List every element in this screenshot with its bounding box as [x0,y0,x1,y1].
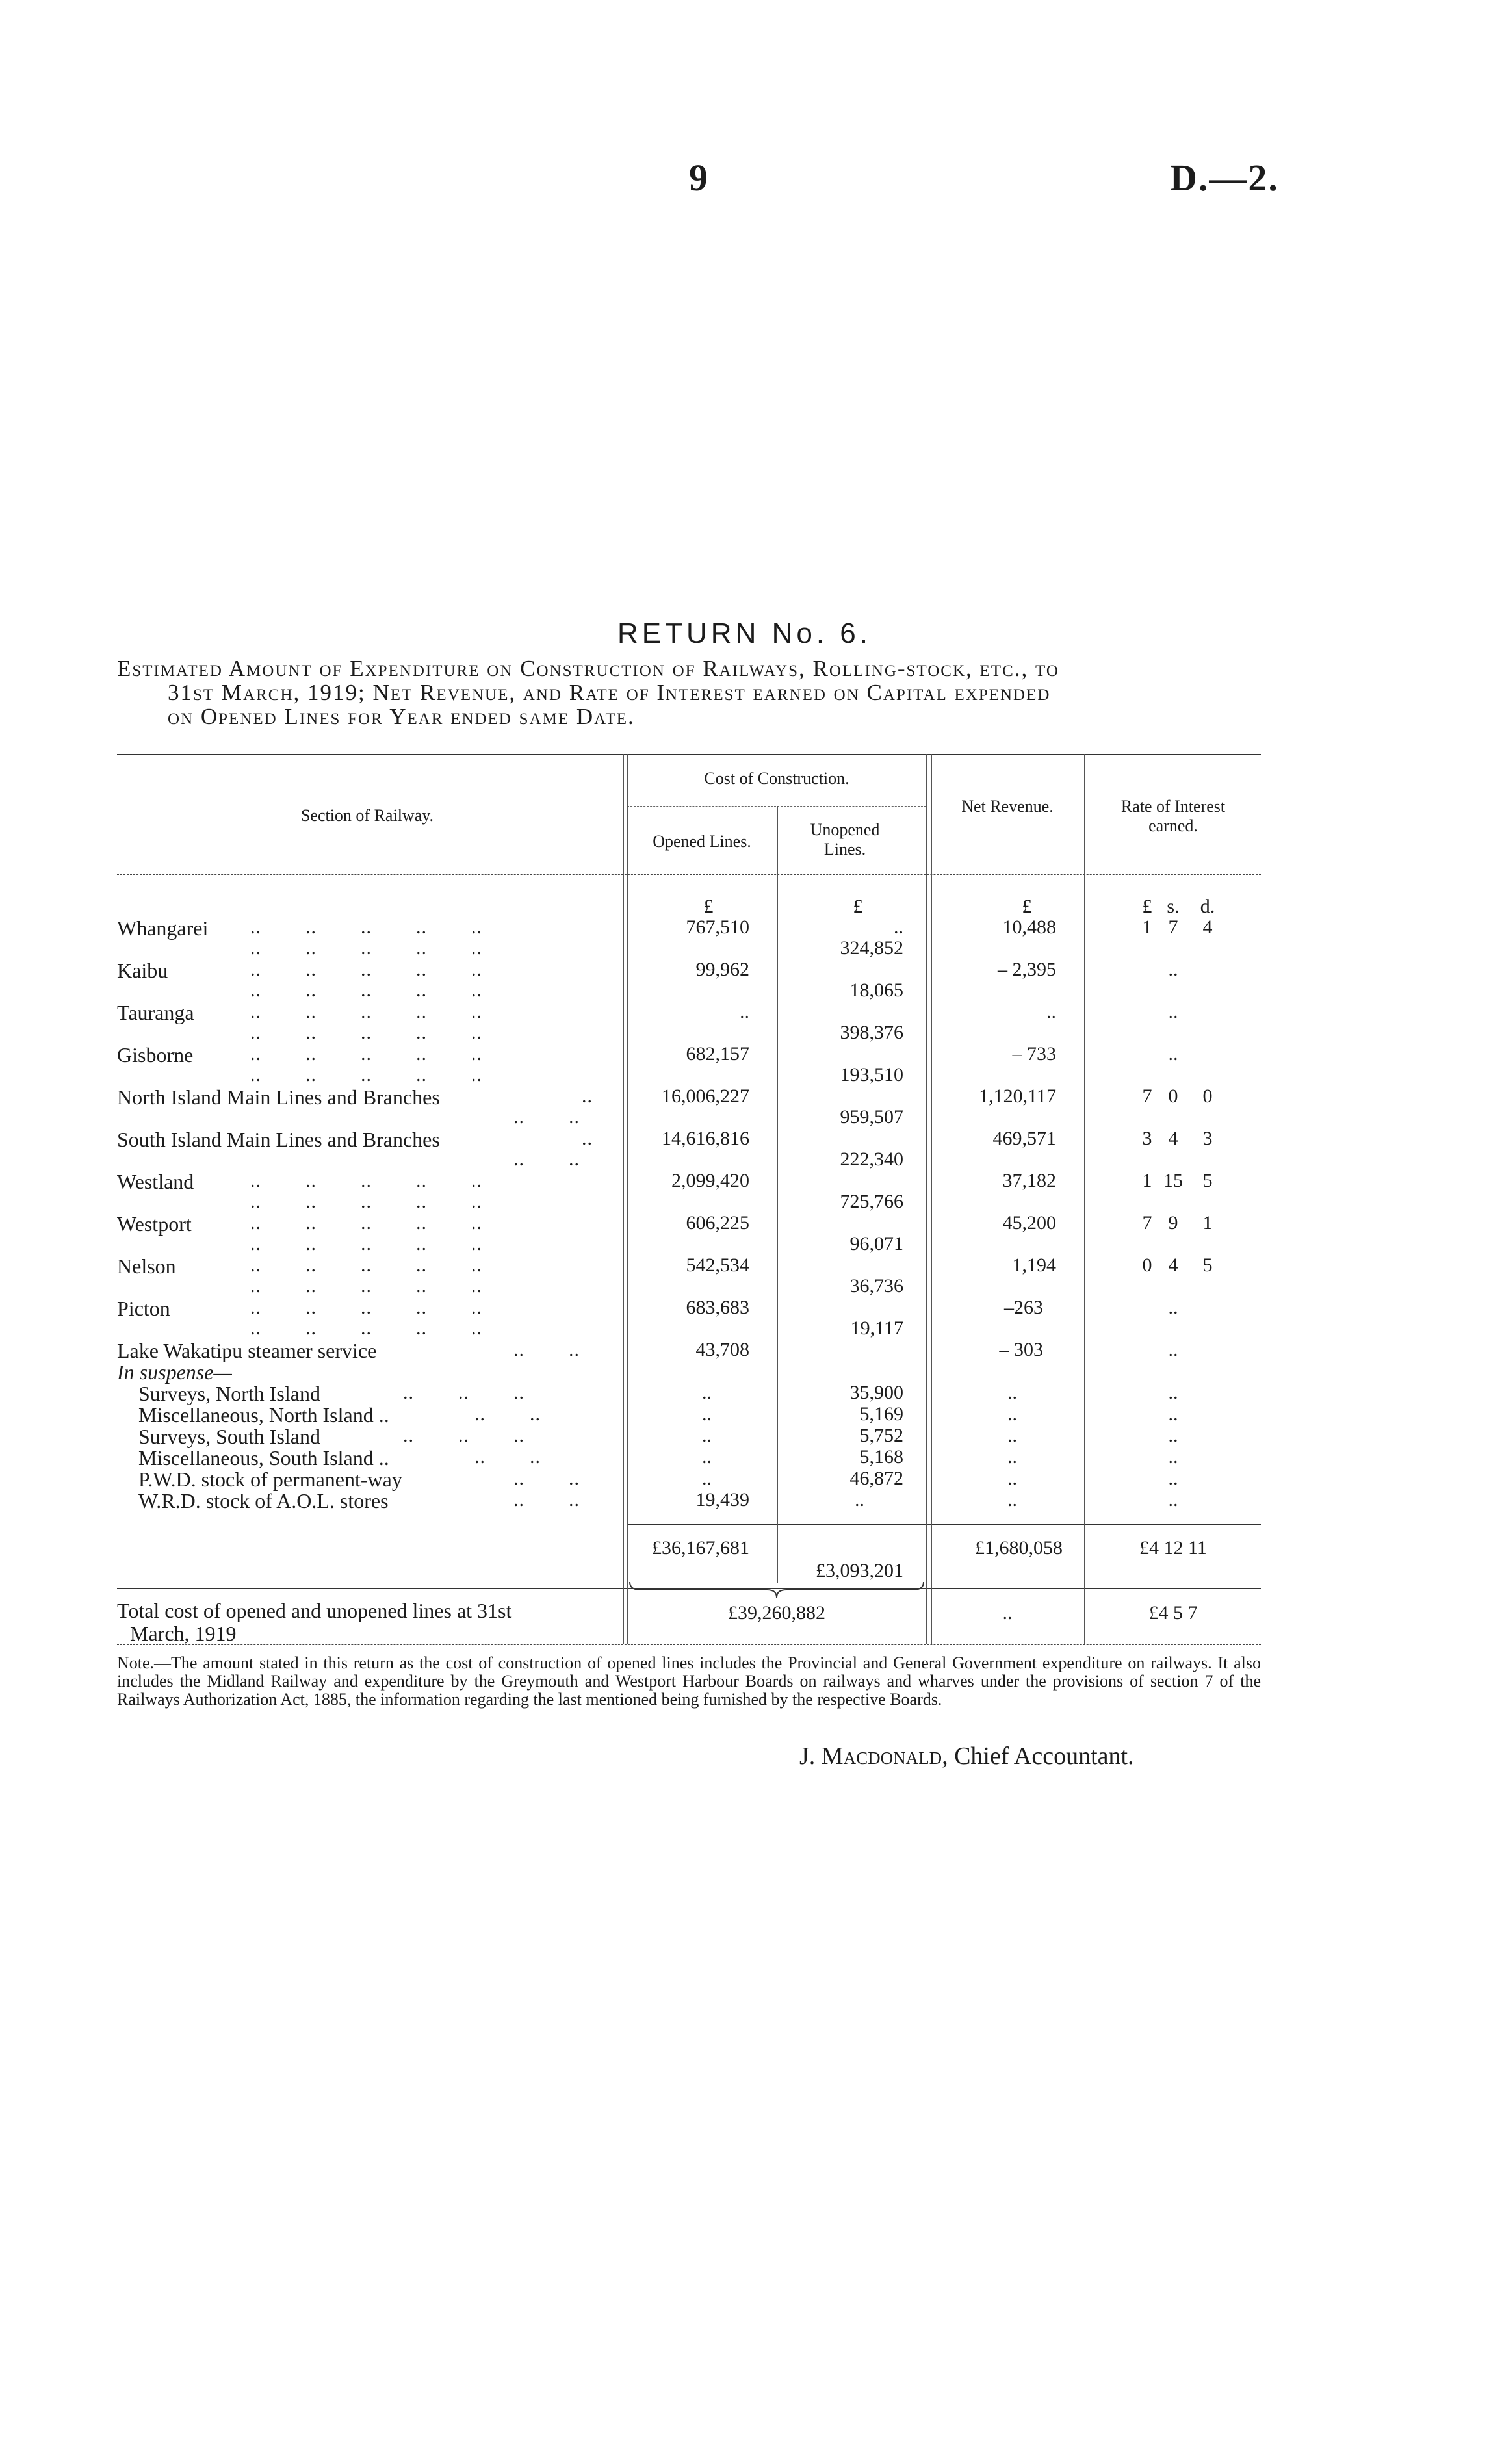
suspense-row-rate: .. [1168,1489,1178,1511]
suspense-row-label: Miscellaneous, South Island .. [138,1446,389,1470]
row-net: 10,488 [1002,916,1056,938]
row-net: 469,571 [992,1128,1056,1149]
col-divider-section [623,754,624,1644]
dot-leader: .. .. .. .. .. [250,1297,482,1318]
heading-line-2: 31st March, 1919; Net Revenue, and Rate of Interest earned on Capital expended [168,680,1051,705]
row-label: Westland [117,1170,194,1193]
row-net: –263 [1004,1297,1043,1318]
dot-leader: .. .. [513,1106,580,1128]
subtotal-unopened: £3,093,201 [816,1560,903,1581]
dot-leader: .. .. .. [403,1425,524,1446]
row-rate-pence: 5 [1202,1170,1213,1191]
suspense-row-opened: .. [702,1403,712,1425]
row-rate-pounds: 7 [1142,1212,1152,1234]
row-unopened: 959,507 [840,1106,903,1128]
dot-leader: .. .. [513,1468,580,1489]
suspense-row-net: .. [1007,1446,1017,1468]
header-opened: Opened Lines. [653,832,751,851]
row-net: – 2,395 [998,959,1056,980]
row-label: Whangarei [117,916,209,940]
total-label: Total cost of opened and unopened lines at 31st [117,1599,512,1622]
row-opened: .. [740,1001,749,1022]
suspense-row-opened: .. [702,1425,712,1446]
dot-leader: .. [582,1128,593,1149]
row-label: North Island Main Lines and Branches [117,1085,440,1109]
total-rate: £4 5 7 [1148,1602,1198,1624]
col-divider-cost [926,754,927,1644]
suspense-row-net: .. [1007,1489,1017,1511]
row-rate-shillings: .. [1168,1339,1178,1360]
row-rate-shillings: 0 [1168,1085,1178,1107]
suspense-row-unopened: 46,872 [849,1468,903,1489]
header-cost: Cost of Construction. [704,769,849,788]
row-rate-pounds: 3 [1142,1128,1152,1149]
signature-name: J. Macdonald [799,1743,942,1770]
row-opened: 99,962 [695,959,749,980]
suspense-row-label: Surveys, North Island [138,1382,320,1405]
dot-leader: .. .. [513,1489,580,1511]
dot-leader: .. .. .. .. .. [250,1170,482,1191]
dot-leader: .. .. .. .. .. [250,1212,482,1234]
dot-leader: .. .. .. .. .. [250,937,482,959]
row-net: – 303 [999,1339,1043,1360]
unit-opened: £ [703,896,714,917]
row-net: 1,120,117 [979,1085,1056,1107]
dot-leader: .. .. .. [403,1382,524,1403]
col-divider-cost-double [931,754,932,1644]
row-unopened: 324,852 [840,937,903,959]
dot-leader: .. .. .. .. .. [250,916,482,938]
row-rate-shillings: .. [1168,1297,1178,1318]
col-divider-section-double [627,754,628,1644]
footnote: Note.—The amount stated in this return as the cost of construction of opened lines includes the Provincial and General Government expenditure on railways. It also includes the Midland Railway and expenditure by the Greymouth and Westport Harbour Boards on railways and wharves under the provisions of section 7 of the Railways Authorization Act, 1885, the information regarding the last mentioned being furnished by the respective Boards. [117,1653,1261,1709]
suspense-row-unopened: .. [855,1489,864,1511]
row-unopened: 398,376 [840,1022,903,1043]
suspense-row-label: Miscellaneous, North Island .. [138,1403,389,1427]
row-net: – 733 [1012,1043,1056,1065]
signature-title: , Chief Accountant. [942,1743,1134,1770]
suspense-row-unopened: 5,168 [859,1446,903,1468]
suspense-row-opened: .. [702,1446,712,1468]
row-opened: 2,099,420 [671,1170,749,1191]
suspense-row-rate: .. [1168,1403,1178,1425]
unit-net: £ [1022,896,1032,917]
unit-shillings: s. [1167,896,1180,917]
suspense-row-opened: .. [702,1382,712,1403]
heading-line-3: on Opened Lines for Year ended same Date. [168,704,635,729]
dot-leader: .. .. .. .. .. [250,1001,482,1022]
row-label: Kaibu [117,959,168,982]
suspense-row-unopened: 5,752 [859,1425,903,1446]
suspense-row-opened: .. [702,1468,712,1489]
row-net: 45,200 [1002,1212,1056,1234]
table-bottom-rule [117,1644,1261,1645]
row-net: 37,182 [1002,1170,1056,1191]
row-rate-shillings: 15 [1163,1170,1183,1191]
suspense-row-opened: 19,439 [695,1489,749,1511]
row-unopened: 18,065 [849,979,903,1001]
row-net: .. [1046,1001,1056,1022]
row-rate-shillings: .. [1168,1043,1178,1065]
suspense-row-rate: .. [1168,1382,1178,1403]
return-heading [117,656,1267,729]
row-opened: 767,510 [686,916,749,938]
row-opened: 542,534 [686,1254,749,1276]
cost-total-bracket [627,1581,926,1600]
suspense-row-rate: .. [1168,1468,1178,1489]
col-divider-opened [777,806,778,1583]
row-opened: 43,708 [695,1339,749,1360]
row-label: Lake Wakatipu steamer service [117,1339,377,1362]
row-label: Westport [117,1212,192,1236]
row-unopened: 96,071 [849,1233,903,1254]
suspense-label: In suspense— [117,1360,232,1384]
table-top-rule [117,754,1261,755]
suspense-row-unopened: 5,169 [859,1403,903,1425]
row-label: South Island Main Lines and Branches [117,1128,440,1151]
row-rate-pounds: 1 [1142,1170,1152,1191]
dot-leader: .. .. .. .. .. [250,1043,482,1065]
heading-line-1: Estimated Amount of Expenditure on Construction of Railways, Rolling-stock, etc., to [117,656,1059,681]
row-net: 1,194 [1012,1254,1056,1276]
header-section: Section of Railway. [300,806,434,825]
suspense-row-label: W.R.D. stock of A.O.L. stores [138,1489,389,1512]
suspense-row-rate: .. [1168,1425,1178,1446]
row-rate-pounds: 0 [1142,1254,1152,1276]
row-rate-pence: 5 [1202,1254,1213,1276]
dot-leader: .. .. .. .. .. [250,1254,482,1276]
row-unopened: 725,766 [840,1191,903,1212]
dot-leader: .. .. [513,1339,580,1360]
total-cost: £39,260,882 [728,1602,825,1624]
row-unopened: .. [894,916,903,938]
row-rate-shillings: 4 [1168,1254,1178,1276]
row-unopened: 193,510 [840,1064,903,1085]
page-number: 9 [689,157,708,199]
dot-leader: .. .. .. .. .. [250,979,482,1001]
subtotal-opened: £36,167,681 [652,1537,749,1559]
header-net: Net Revenue. [961,797,1054,816]
row-rate-pounds: 1 [1142,916,1152,938]
suspense-row-net: .. [1007,1425,1017,1446]
dot-leader: .. .. .. .. .. [250,1064,482,1085]
row-label: Tauranga [117,1001,194,1024]
row-rate-pence: 4 [1202,916,1213,938]
row-rate-shillings: 9 [1168,1212,1178,1234]
row-rate-shillings: .. [1168,1001,1178,1022]
row-opened: 16,006,227 [662,1085,749,1107]
row-label: Picton [117,1297,170,1320]
suspense-row-net: .. [1007,1382,1017,1403]
row-rate-pence: 1 [1202,1212,1213,1234]
suspense-row-net: .. [1007,1403,1017,1425]
row-opened: 683,683 [686,1297,749,1318]
total-net: .. [1002,1602,1013,1624]
suspense-row-net: .. [1007,1468,1017,1489]
unit-pounds: £ [1142,896,1152,917]
unit-unopened: £ [853,896,863,917]
suspense-row-rate: .. [1168,1446,1178,1468]
suspense-row-label: P.W.D. stock of permanent-way [138,1468,402,1491]
row-opened: 14,616,816 [662,1128,749,1149]
header-bottom-rule [117,874,1261,875]
col-divider-net [1084,754,1085,1644]
row-rate-shillings: 4 [1168,1128,1178,1149]
dot-leader: .. .. [513,1148,580,1170]
row-unopened: 222,340 [840,1148,903,1170]
row-rate-pounds: 7 [1142,1085,1152,1107]
document-id: D.—2. [1170,157,1279,199]
row-rate-shillings: .. [1168,959,1178,980]
row-unopened: 36,736 [849,1275,903,1297]
dot-leader: .. .. [474,1446,541,1468]
signature [799,1742,1134,1770]
row-opened: 682,157 [686,1043,749,1065]
subtotal-net: £1,680,058 [975,1537,1063,1559]
dot-leader: .. .. .. .. .. [250,959,482,980]
total-label-line2: March, 1919 [130,1622,237,1645]
subtotal-rate: £4 12 11 [1139,1537,1207,1559]
row-unopened: 19,117 [850,1317,903,1339]
row-rate-shillings: 7 [1168,916,1178,938]
row-rate-pence: 0 [1202,1085,1213,1107]
dot-leader: .. .. .. .. .. [250,1275,482,1297]
row-label: Gisborne [117,1043,194,1067]
subtotal-rule [627,1524,1261,1525]
dot-leader: .. .. .. .. .. [250,1233,482,1254]
return-title: RETURN No. 6. [617,617,872,649]
dot-leader: .. [582,1085,593,1107]
header-unopened: Unopened Lines. [810,820,880,859]
dot-leader: .. .. [474,1403,541,1425]
suspense-row-label: Surveys, South Island [138,1425,320,1448]
header-rate: Rate of Interest earned. [1120,797,1226,835]
suspense-row-unopened: 35,900 [849,1382,903,1403]
unit-pence: d. [1200,896,1215,917]
row-opened: 606,225 [686,1212,749,1234]
row-rate-pence: 3 [1202,1128,1213,1149]
row-label: Nelson [117,1254,176,1278]
dot-leader: .. .. .. .. .. [250,1022,482,1043]
dot-leader: .. .. .. .. .. [250,1191,482,1212]
dot-leader: .. .. .. .. .. [250,1317,482,1339]
